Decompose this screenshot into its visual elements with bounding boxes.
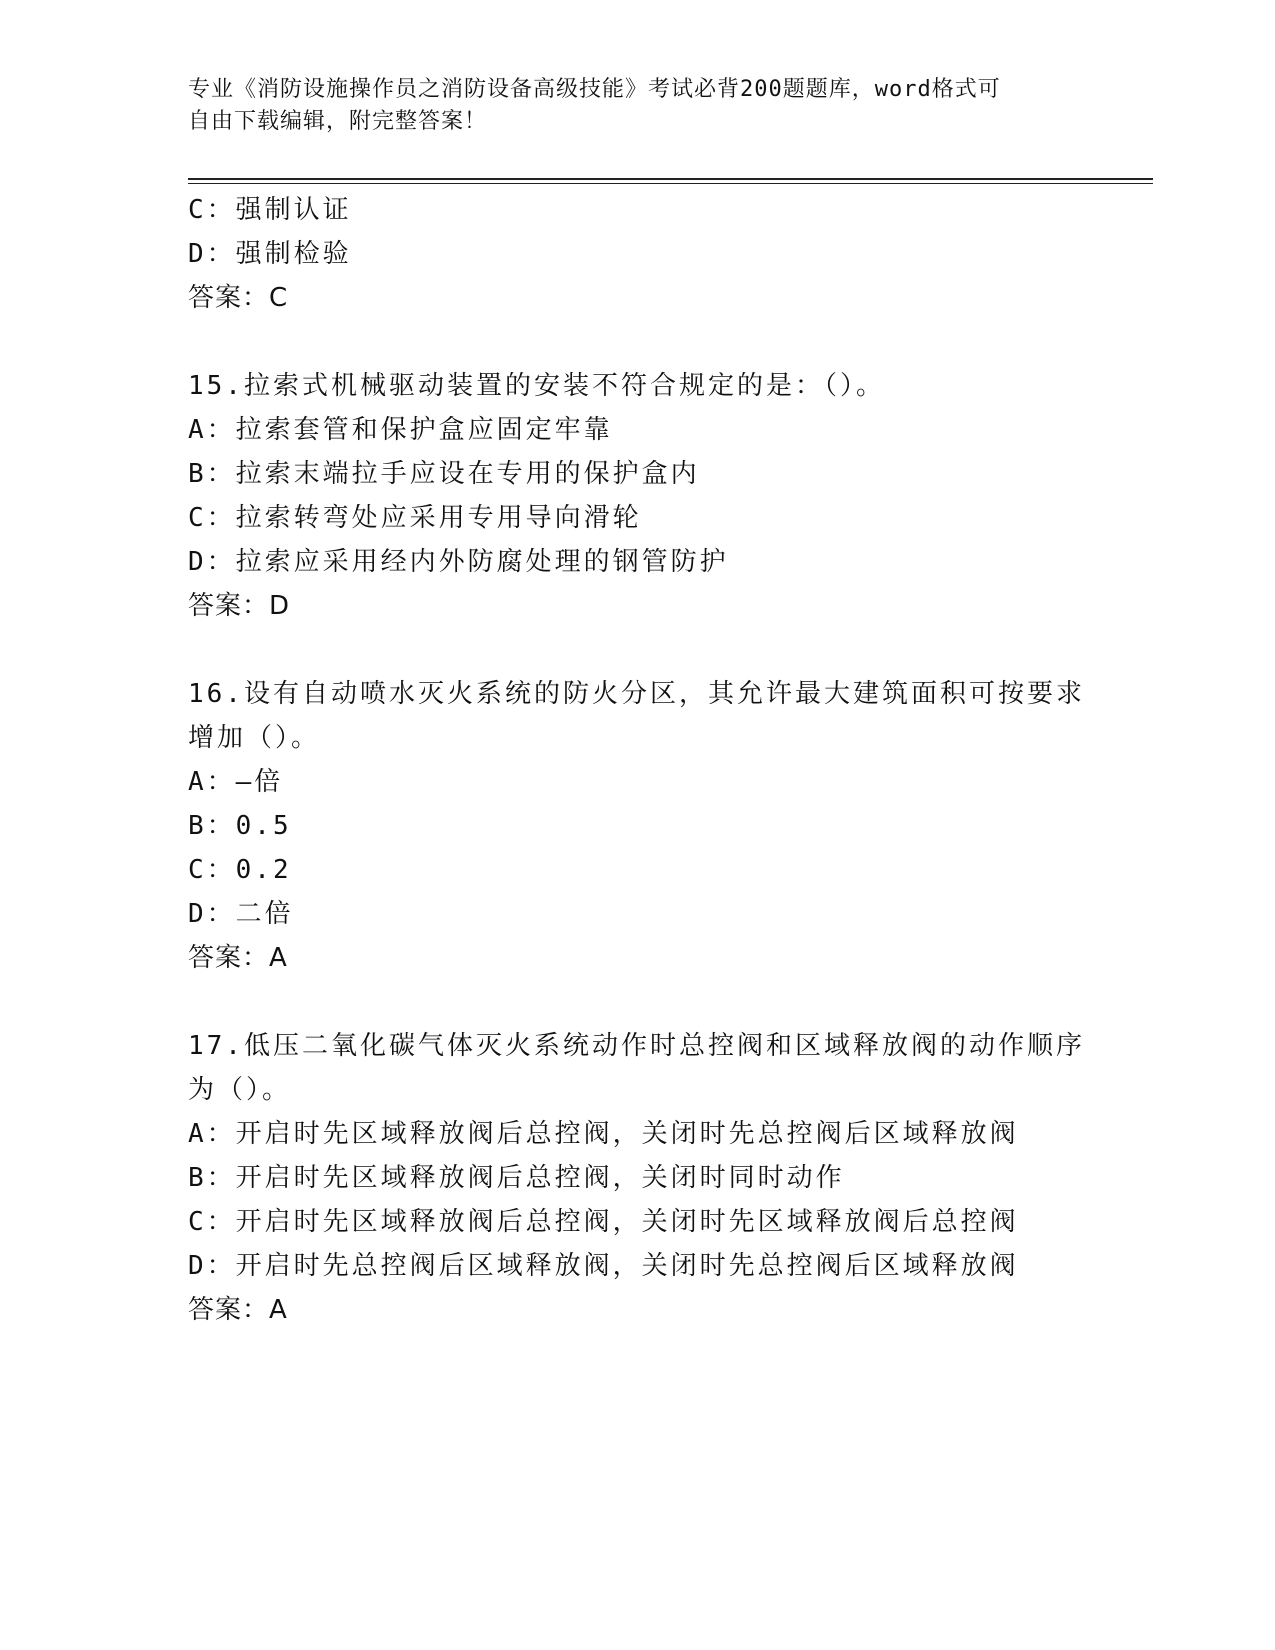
q16-stem-line-1: 16.设有自动喷水灭火系统的防火分区，其允许最大建筑面积可按要求 (188, 679, 1085, 709)
q17-answer: 答案：A (188, 1295, 288, 1325)
q17-stem-line-2: 为（）。 (188, 1075, 292, 1105)
header-line-1: 专业《消防设施操作员之消防设备高级技能》考试必背200题题库，word格式可 (188, 77, 1001, 102)
prev-option-c: C：强制认证 (188, 195, 352, 225)
header-divider-thin (188, 183, 1153, 184)
q15-option-b: B：拉索末端拉手应设在专用的保护盒内 (188, 459, 700, 489)
q16-option-b: B：0.5 (188, 811, 292, 841)
prev-answer: 答案：C (188, 283, 289, 313)
header-divider-thick (188, 178, 1153, 180)
q15-option-d: D：拉索应采用经内外防腐处理的钢管防护 (188, 547, 729, 577)
q17-option-d: D：开启时先总控阀后区域释放阀，关闭时先总控阀后区域释放阀 (188, 1251, 1019, 1281)
q16-option-d: D：二倍 (188, 899, 294, 929)
prev-option-d: D：强制检验 (188, 239, 352, 269)
q16-option-c: C：0.2 (188, 855, 292, 885)
q16-answer: 答案：A (188, 943, 288, 973)
q17-stem-line-1: 17.低压二氧化碳气体灭火系统动作时总控阀和区域释放阀的动作顺序 (188, 1031, 1085, 1061)
q16-option-a: A：—倍 (188, 767, 284, 797)
q15-answer: 答案：D (188, 591, 291, 621)
q17-option-c: C：开启时先区域释放阀后总控阀，关闭时先区域释放阀后总控阀 (188, 1207, 1019, 1237)
q17-option-a: A：开启时先区域释放阀后总控阀，关闭时先总控阀后区域释放阀 (188, 1119, 1019, 1149)
q15-option-a: A：拉索套管和保护盒应固定牢靠 (188, 415, 613, 445)
q16-stem-line-2: 增加（）。 (188, 723, 321, 753)
header-line-2: 自由下载编辑，附完整答案！ (188, 109, 488, 134)
document-header (188, 74, 1068, 138)
q15-stem: 15.拉索式机械驱动装置的安装不符合规定的是：（）。 (188, 371, 885, 401)
q15-option-c: C：拉索转弯处应采用专用导向滑轮 (188, 503, 642, 533)
q17-option-b: B：开启时先区域释放阀后总控阀，关闭时同时动作 (188, 1163, 845, 1193)
